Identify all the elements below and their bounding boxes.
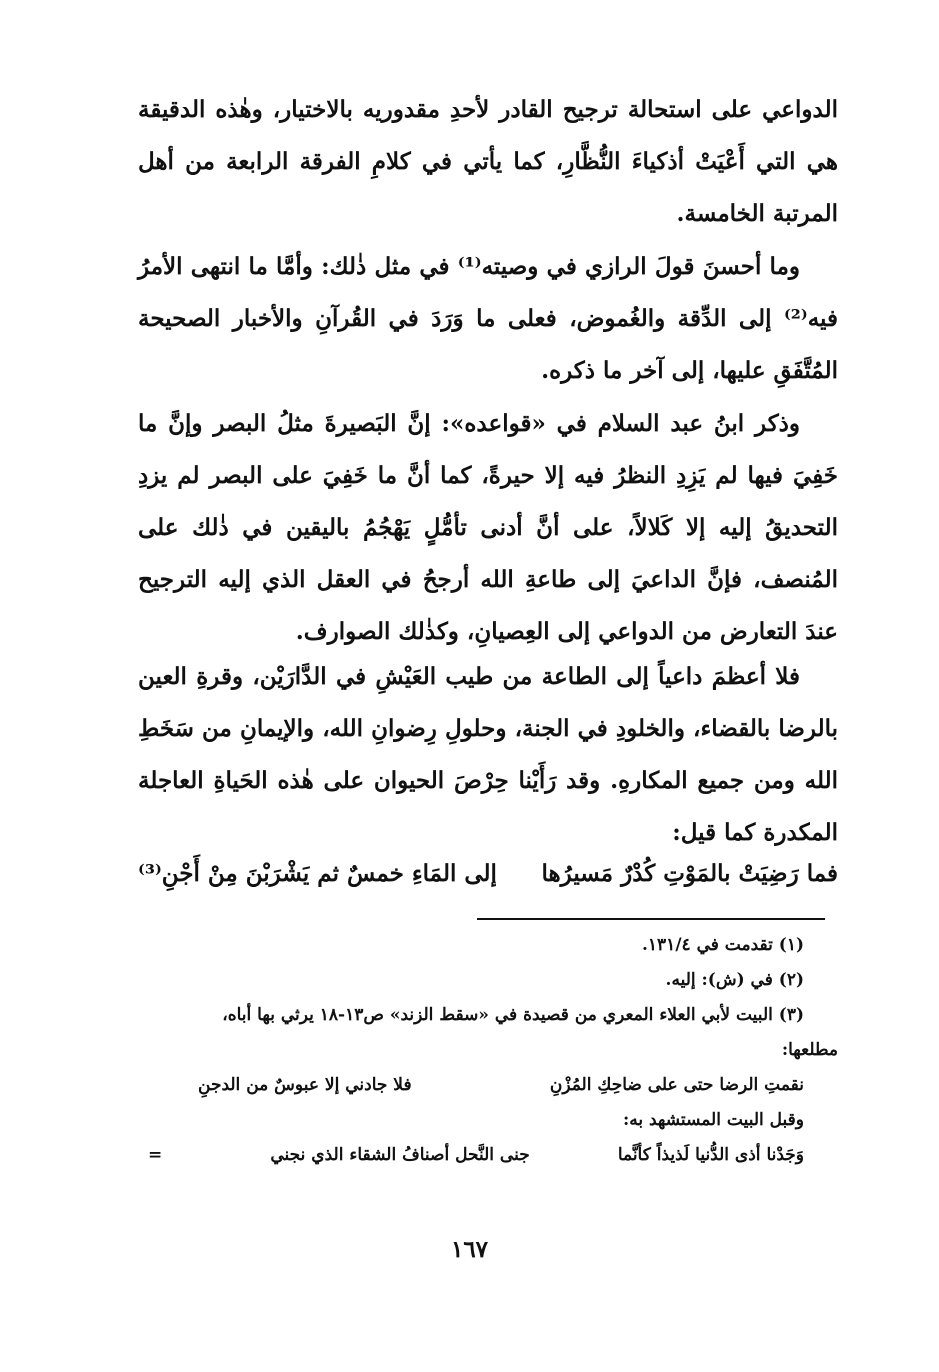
paragraph-3	[138, 398, 838, 658]
footnote-1: (١) تقدمت في ١٣١/٤.	[642, 935, 804, 955]
poem-verse	[138, 848, 838, 900]
paragraph-4	[138, 651, 838, 859]
footnote-3-line-1: (٣) البيت لأبي العلاء المعري من قصيدة في «سقط الزند» ص١٣-١٨ يرثي بها أباه،	[222, 1005, 804, 1025]
footnote-3-verse-1-first: نقمتِ الرضا حتى على ضاحِكِ المُزْنِ	[549, 1075, 804, 1095]
verse-second-hemistich: إلى المَاءِ خمسٌ ثم يَشْرَبْنَ مِنْ أَجْنِ⁽³⁾	[138, 860, 497, 887]
verse-first-hemistich: فما رَضِيَتْ بالمَوْتِ كُدْرٌ مَسيرُها	[541, 860, 838, 887]
paragraph-1-text: الدواعي على استحالة ترجيح القادر لأحدِ مقدوريه بالاختيار، وهٰذه الدقيقة هي التي أَعْيَتْ أذكياءَ النُّظَّارِ، كما يأتي في كلامِ الفرقة الرابعة من أهل المرتبة الخامسة.	[138, 96, 838, 227]
page-number: ١٦٧	[450, 1236, 489, 1263]
paragraph-1	[138, 84, 838, 240]
paragraph-3-text: وذكر ابنُ عبد السلام في «قواعده»: إنَّ البَصيرةَ مثلُ البصر وإنَّ ما خَفِيَ فيها لم يَزِدِ النظرُ فيه إلا حيرةً، كما أنَّ ما خَفِيَ على البصر لم يزدِ التحديقُ إليه إلا كَلالاً، على أنَّ أدنى تأمُّلٍ يَهْجُمُ باليقين في ذٰلك على المُنصف، فإنَّ الداعيَ إلى طاعةِ الله أرجحُ في العقل الذي إليه الترجيح عندَ التعارض من الدواعي إلى العِصيانِ، وكذٰلك الصوارف.	[138, 410, 838, 645]
footnote-3-line-2: مطلعها:	[781, 1040, 838, 1060]
footnote-3-verse-1-second: فلا جادني إلا عبوسٌ من الدجنِ	[198, 1075, 412, 1095]
footnotes	[148, 928, 838, 1173]
footnote-3-verse-2-second: جنى النَّحل أصنافُ الشقاء الذي نجني	[270, 1145, 530, 1165]
footnote-3-line-3: وقبل البيت المستشهد به:	[622, 1110, 804, 1130]
paragraph-2	[138, 241, 838, 397]
footnote-separator	[477, 918, 825, 920]
footnote-2: (٢) في (ش): إليه.	[665, 970, 804, 990]
footnote-3-verse-1	[148, 1068, 838, 1103]
paragraph-4-text: فلا أعظمَ داعياً إلى الطاعة من طيب العَيْشِ في الدَّارَيْن، وقرةِ العين بالرضا بالقضاء، والخلودِ في الجنة، وحلولِ رِضوانِ الله، والإيمانِ من سَخَطِ الله ومن جميع المكارهِ. وقد رَأَيْنا حِرْصَ الحيوان على هٰذه الحَياةِ العاجلة المكدرة كما قيل:	[138, 663, 838, 846]
footnote-3-verse-2-first: وَجَدْنا أذى الدُّنيا لَذيذاً كأنَّما	[617, 1145, 804, 1165]
footnote-3-verse-2	[148, 1138, 838, 1173]
continuation-mark: =	[148, 1145, 163, 1165]
paragraph-2-text: وما أحسنَ قولَ الرازي في وصيته⁽¹⁾ في مثل ذٰلك: وأمَّا ما انتهى الأمرُ فيه⁽²⁾ إلى الدِّقة والغُموض، فعلى ما وَرَدَ في القُرآنِ والأخبار الصحيحة المُتَّفَقِ عليها، إلى آخر ما ذكره.	[138, 253, 838, 384]
